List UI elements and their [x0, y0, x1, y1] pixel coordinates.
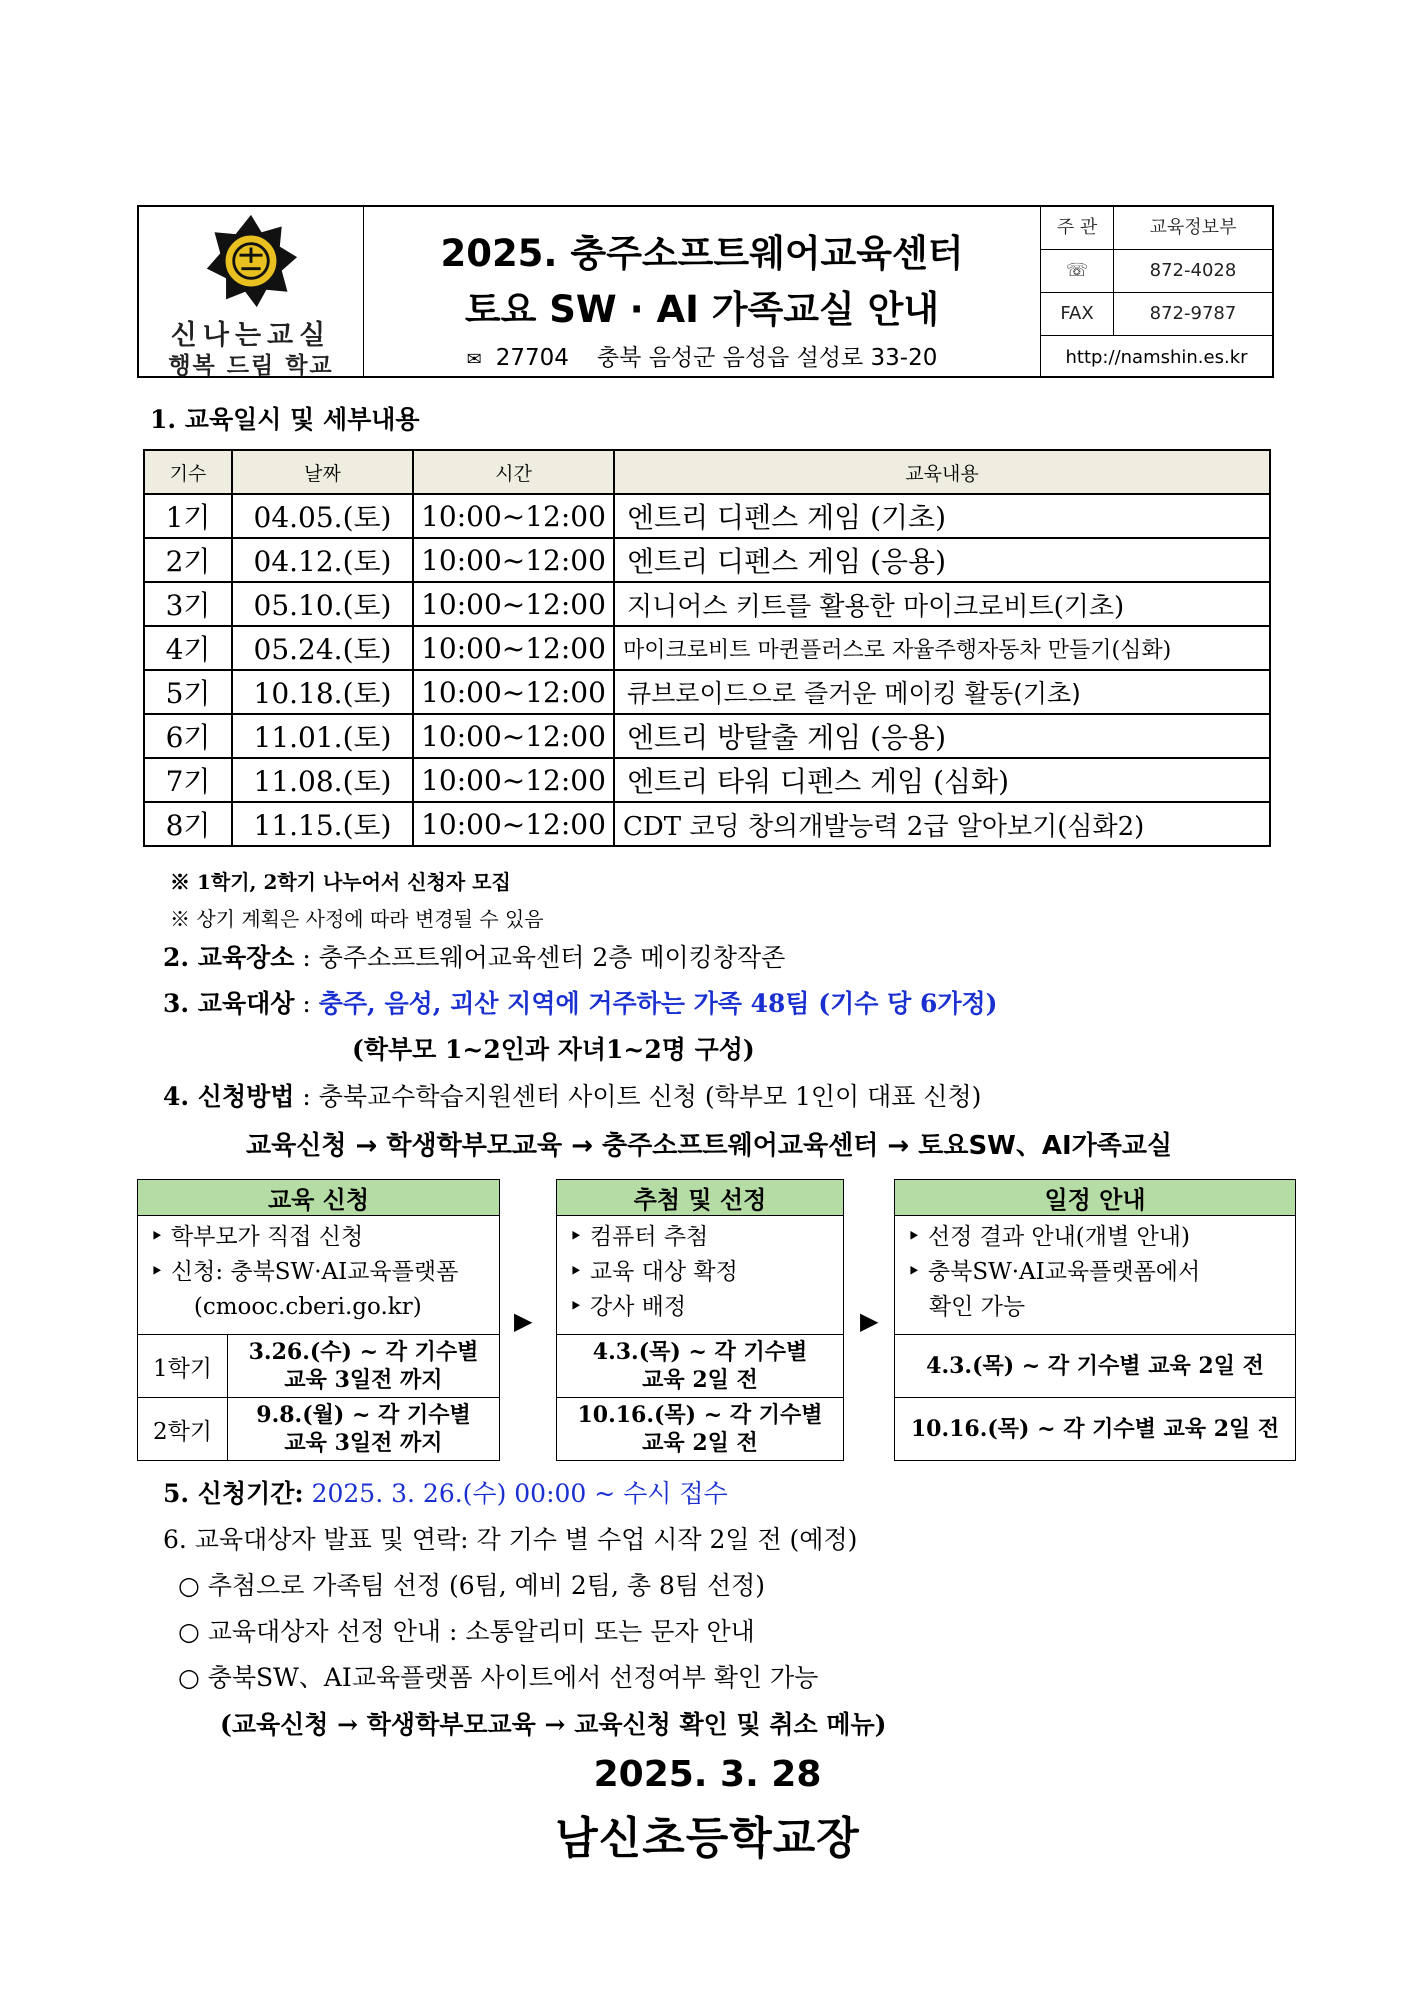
section3-sub: (학부모 1~2인과 자녀1~2명 구성) [352, 1035, 755, 1064]
semester2-select-date [557, 1398, 844, 1461]
section2-text: : 충주소프트웨어교육센터 2층 메이킹창작존 [302, 943, 786, 972]
semester2-notice-date: 10.16.(목) ~ 각 기수별 교육 2일 전 [895, 1398, 1296, 1461]
date-cell: 04.12.(토) [232, 538, 413, 582]
list-item: ‣ 신청: 충북SW·AI교육플랫폼 [150, 1259, 459, 1285]
arrow-right-icon: ▶ [514, 1307, 533, 1335]
notice-box-desc [895, 1216, 1296, 1335]
content-cell: 엔트리 디펜스 게임 (기초) [614, 494, 1270, 538]
term-cell: 3기 [144, 582, 232, 626]
table-row [144, 670, 1270, 714]
list-item: ○ 충북SW、AI교육플랫폼 사이트에서 선정여부 확인 가능 [178, 1663, 819, 1692]
time-cell: 10:00~12:00 [413, 714, 614, 758]
apply-box-desc [138, 1216, 500, 1335]
phone-row [1041, 250, 1272, 293]
zip-code: 27704 [495, 345, 569, 371]
phone-value: 872-4028 [1149, 260, 1237, 281]
semester2-apply-date [228, 1398, 500, 1461]
date-cell: 05.24.(토) [232, 626, 413, 670]
title-cell [364, 207, 1041, 376]
arrow-right-icon: ▶ [860, 1307, 879, 1335]
envelope-icon: ✉ [466, 349, 482, 370]
content-cell: 큐브로이드으로 즐거운 메이킹 활동(기초) [614, 670, 1270, 714]
section3-text: 충주, 음성, 괴산 지역에 거주하는 가족 48팀 (기수 당 6가정) [318, 989, 998, 1018]
section4-text: : 충북교수학습지원센터 사이트 신청 (학부모 1인이 대표 신청) [302, 1082, 982, 1111]
content-cell: 지니어스 키트를 활용한 마이크로비트(기초) [614, 582, 1270, 626]
time-cell: 10:00~12:00 [413, 582, 614, 626]
host-row [1041, 207, 1272, 250]
content-cell: CDT 코딩 창의개발능력 2급 알아보기(심화2) [614, 802, 1270, 846]
apply-process-box [137, 1179, 500, 1461]
section3-colon: : [302, 989, 311, 1018]
semester2-label: 2학기 [138, 1398, 228, 1461]
apply-box-title: 교육 신청 [138, 1180, 500, 1216]
fax-value: 872-9787 [1149, 303, 1237, 324]
term-cell: 2기 [144, 538, 232, 582]
date-line: 9.8.(월) ~ 각 기수별 [256, 1402, 471, 1428]
section4-label: 4. 신청방법 [163, 1082, 295, 1111]
contact-info [1041, 207, 1272, 376]
time-cell: 10:00~12:00 [413, 626, 614, 670]
term-cell: 5기 [144, 670, 232, 714]
section3-label: 3. 교육대상 [163, 989, 295, 1018]
select-box-desc [557, 1216, 844, 1335]
list-item: ‣ 충북SW·AI교육플랫폼에서 [907, 1259, 1201, 1285]
phone-icon: ☏ [1041, 250, 1114, 292]
host-label: 주 관 [1041, 207, 1114, 249]
school-logo-cell [139, 207, 364, 379]
content-cell: 마이크로비트 마퀸플러스로 자율주행자동차 만들기(심화) [614, 626, 1270, 670]
column-header: 날짜 [232, 450, 413, 494]
time-cell: 10:00~12:00 [413, 670, 614, 714]
term-cell: 1기 [144, 494, 232, 538]
section2-label: 2. 교육장소 [163, 943, 295, 972]
date-line: 교육 3일전 까지 [284, 1367, 443, 1393]
table-row [144, 758, 1270, 802]
column-header: 시간 [413, 450, 614, 494]
section5-label: 5. 신청기간: [163, 1479, 304, 1508]
semester1-label: 1학기 [138, 1335, 228, 1398]
host-value: 교육정보부 [1149, 217, 1237, 238]
list-item: ‣ 교육 대상 확정 [569, 1259, 738, 1285]
notice-box-title: 일정 안내 [895, 1180, 1296, 1216]
list-item: 확인 가능 [907, 1294, 1026, 1320]
document-header [137, 205, 1274, 378]
term-cell: 4기 [144, 626, 232, 670]
list-item: ‣ 컴퓨터 추첨 [569, 1224, 709, 1250]
date-line: 4.3.(목) ~ 각 기수별 [592, 1339, 808, 1365]
semester1-apply-date [228, 1335, 500, 1398]
confirm-path: (교육신청 → 학생학부모교육 → 교육신청 확인 및 취소 메뉴) [220, 1710, 887, 1739]
list-item: (cmooc.cberi.go.kr) [150, 1294, 422, 1320]
fax-row [1041, 293, 1272, 336]
semester1-select-date [557, 1335, 844, 1398]
semester1-notice-date: 4.3.(목) ~ 각 기수별 교육 2일 전 [895, 1335, 1296, 1398]
date-line: 3.26.(수) ~ 각 기수별 [248, 1339, 479, 1365]
signer: 남신초등학교장 [555, 1813, 860, 1864]
address [364, 339, 1040, 372]
section5 [163, 1474, 728, 1510]
date-cell: 11.15.(토) [232, 802, 413, 846]
change-note: ※ 상기 계획은 사정에 따라 변경될 수 있음 [170, 907, 544, 931]
list-item: ‣ 선정 결과 안내(개별 안내) [907, 1224, 1190, 1250]
date-line: 교육 2일 전 [642, 1430, 758, 1456]
date-line: 10.16.(목) ~ 각 기수별 [577, 1402, 823, 1428]
date-line: 교육 2일 전 [642, 1367, 758, 1393]
street-address: 충북 음성군 음성읍 설성로 33-20 [596, 345, 938, 371]
document-subtitle: 토요 SW · AI 가족교실 안내 [464, 288, 940, 331]
list-item: ○ 추첨으로 가족팀 선정 (6팀, 예비 2팀, 총 8팀 선정) [178, 1571, 766, 1600]
select-box-title: 추첨 및 선정 [557, 1180, 844, 1216]
recruit-note: ※ 1학기, 2학기 나누어서 신청자 모집 [170, 870, 511, 894]
section6-heading: 6. 교육대상자 발표 및 연락: 각 기수 별 수업 시작 2일 전 (예정) [163, 1525, 858, 1554]
content-cell: 엔트리 디펜스 게임 (응용) [614, 538, 1270, 582]
school-emblem-icon [203, 213, 299, 309]
list-item: ○ 교육대상자 선정 안내 : 소통알리미 또는 문자 안내 [178, 1617, 755, 1646]
list-item: ‣ 강사 배정 [569, 1294, 687, 1320]
school-website-link[interactable]: http://namshin.es.kr [1065, 347, 1248, 368]
content-cell: 엔트리 타워 디펜스 게임 (심화) [614, 758, 1270, 802]
section3 [163, 984, 997, 1020]
column-header: 기수 [144, 450, 232, 494]
notice-process-box [894, 1179, 1296, 1461]
school-slogan-line1: 신나는교실 [170, 320, 332, 351]
time-cell: 10:00~12:00 [413, 494, 614, 538]
date-cell: 04.05.(토) [232, 494, 413, 538]
term-cell: 8기 [144, 802, 232, 846]
section5-text: 2025. 3. 26.(수) 00:00 ~ 수시 접수 [311, 1479, 728, 1508]
school-slogan-line2: 행복 드림 학교 [168, 353, 334, 379]
date-cell: 05.10.(토) [232, 582, 413, 626]
fax-label: FAX [1041, 293, 1114, 335]
time-cell: 10:00~12:00 [413, 802, 614, 846]
date-cell: 11.01.(토) [232, 714, 413, 758]
select-process-box [556, 1179, 844, 1461]
table-row [144, 538, 1270, 582]
table-row [144, 626, 1270, 670]
table-row [144, 802, 1270, 846]
term-cell: 6기 [144, 714, 232, 758]
term-cell: 7기 [144, 758, 232, 802]
document-title: 2025. 충주소프트웨어교육센터 [440, 232, 964, 275]
time-cell: 10:00~12:00 [413, 538, 614, 582]
table-row [144, 582, 1270, 626]
schedule-table [143, 449, 1271, 847]
list-item: ‣ 학부모가 직접 신청 [150, 1224, 364, 1250]
time-cell: 10:00~12:00 [413, 758, 614, 802]
table-header-row [144, 450, 1270, 494]
table-row [144, 494, 1270, 538]
section1-heading: 1. 교육일시 및 세부내용 [150, 405, 420, 434]
date-cell: 11.08.(토) [232, 758, 413, 802]
content-cell: 엔트리 방탈출 게임 (응용) [614, 714, 1270, 758]
section2 [163, 938, 785, 974]
date-cell: 10.18.(토) [232, 670, 413, 714]
application-path: 교육신청 → 학생학부모교육 → 충주소프트웨어교육센터 → 토요SW、AI가족교실 [246, 1131, 1173, 1161]
date-line: 교육 3일전 까지 [284, 1430, 443, 1456]
table-row [144, 714, 1270, 758]
column-header: 교육내용 [614, 450, 1270, 494]
issue-date: 2025. 3. 28 [593, 1754, 822, 1795]
section4 [163, 1077, 981, 1113]
